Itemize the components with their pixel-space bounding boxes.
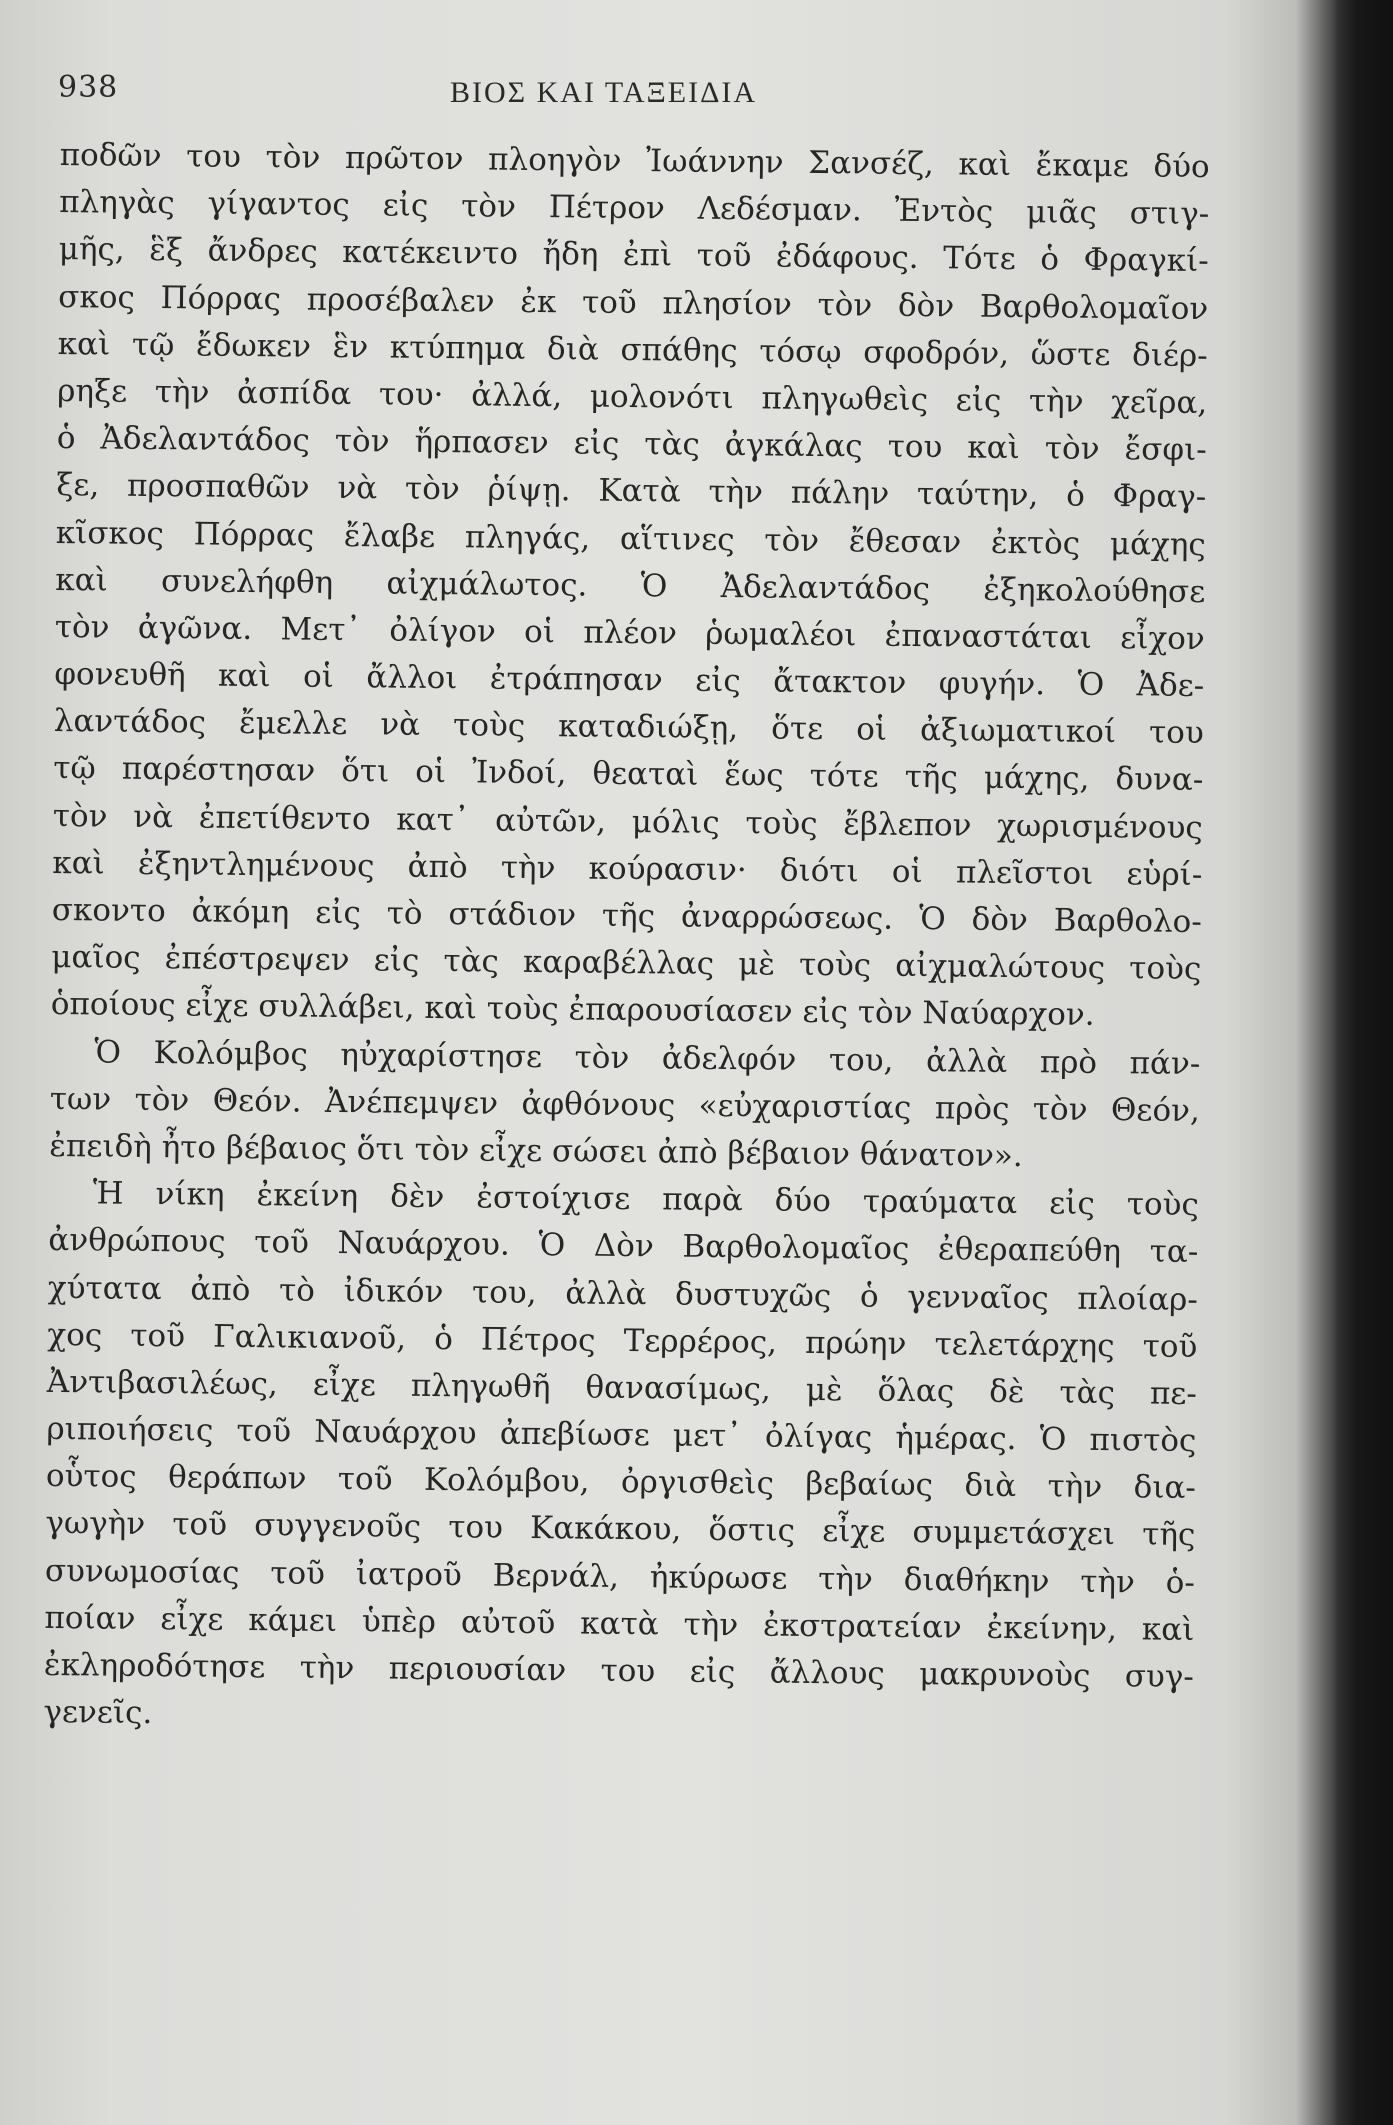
text-line: χος τοῦ Γαλικιανοῦ, ὁ Πέτρος Τερρέρος, πρώην τελετάρχης τοῦ [47,1316,1198,1365]
text-line: τῷ παρέστησαν ὅτι οἱ Ἰνδοί, θεαταὶ ἕως τότε τῆς μάχης, δυνα- [53,750,1204,799]
text-line: μαῖος ἐπέστρεψεν εἰς τὰς καραβέλλας μὲ τοὺς αἰχμαλώτους τοὺς [51,939,1202,988]
text-line: συνωμοσίας τοῦ ἰατροῦ Βερνάλ, ἠκύρωσε τὴν διαθήκην τὴν ὁ- [44,1552,1196,1601]
text-line: χύτατα ἀπὸ τὸ ἰδικόν του, ἀλλὰ δυστυχῶς ὁ γενναῖος πλοίαρ- [47,1269,1199,1318]
text-line: ποίαν εἶχε κάμει ὑπὲρ αὐτοῦ κατὰ τὴν ἐκστρατείαν ἐκείνην, καὶ [44,1599,1195,1648]
text-line: ὁποίους εἶχε συλλάβει, καὶ τοὺς ἐπαρουσίασεν εἰς τὸν Ναύαρχον. [50,986,1095,1034]
page-number: 938 [58,70,119,105]
book-spine-shadow [1333,0,1393,2125]
text-line: φονευθῆ καὶ οἱ ἄλλοι ἐτράπησαν εἰς ἄτακτον φυγήν. Ὁ Ἀδε- [54,656,1205,705]
text-line: πληγὰς γίγαντος εἰς τὸν Πέτρον Λεδέσμαν. Ἐντὸς μιᾶς στιγ- [59,184,1210,233]
text-line: ριποιήσεις τοῦ Ναυάρχου ἀπεβίωσε μετ᾽ ὀλίγας ἡμέρας. Ὁ πιστὸς [46,1410,1197,1460]
text-line: ξε, προσπαθῶν νὰ τὸν ῥίψῃ. Κατὰ τὴν πάλην ταύτην, ὁ Φραγ- [56,467,1207,516]
text-line: των τὸν Θεόν. Ἀνέπεμψεν ἀφθόνους «εὐχαριστίας πρὸς τὸν Θεόν, [49,1080,1201,1129]
text-line: τὸν ἀγῶνα. Μετ᾽ ὀλίγον οἱ πλέον ῥωμαλέοι ἐπαναστάται εἶχον [54,608,1205,657]
text-line: ρηξε τὴν ἀσπίδα του· ἀλλά, μολονότι πληγωθεὶς εἰς τὴν χεῖρα, [57,372,1208,421]
text-line: ποδῶν του τὸν πρῶτον πλοηγὸν Ἰωάννην Σανσέζ, καὶ ἔκαμε δύο [59,136,1210,186]
text-line: κῖσκος Πόρρας ἔλαβε πληγάς, αἵτινες τὸν ἔθεσαν ἐκτὸς μάχης [55,514,1206,563]
text-line: καὶ τῷ ἔδωκεν ἓν κτύπημα διὰ σπάθης τόσῳ σφοδρόν, ὥστε διέρ- [57,325,1208,374]
text-line: ἐπειδὴ ἦτο βέβαιος ὅτι τὸν εἶχε σώσει ἀπὸ βέβαιον θάνατον». [49,1127,1023,1175]
text-line: Ἡ νίκη ἐκείνη δὲν ἐστοίχισε παρὰ δύο τραύματα εἰς τοὺς [92,1175,1200,1224]
text-line: ἐκληροδότησε τὴν περιουσίαν του εἰς ἄλλους μακρυνοὺς συγ- [43,1646,1195,1695]
running-head [50,70,1273,120]
text-line: Ὁ Κολόμβος ηὐχαρίστησε τὸν ἀδελφόν του, ἀλλὰ πρὸ πάν- [94,1033,1201,1082]
body-text [43,132,1210,1748]
text-line: ἀνθρώπους τοῦ Ναυάρχου. Ὁ Δὸν Βαρθολομαῖος ἐθεραπεύθη τα- [48,1222,1199,1271]
text-line: ὁ Ἀδελαντάδος τὸν ἥρπασεν εἰς τὰς ἀγκάλας του καὶ τὸν ἔσφι- [56,420,1207,469]
text-line: Ἀντιβασιλέως, εἶχε πληγωθῆ θανασίμως, μὲ ὅλας δὲ τὰς πε- [46,1363,1198,1412]
text-line: γενεῖς. [43,1694,153,1732]
text-line: σκοντο ἀκόμη εἰς τὸ στάδιον τῆς ἀναρρώσεως. Ὁ δὸν Βαρθολο- [51,891,1202,940]
text-line: καὶ ἐξηντλημένους ἀπὸ τὴν κούρασιν· διότι οἱ πλεῖστοι εὑρί- [52,844,1203,893]
text-line: καὶ συνελήφθη αἰχμάλωτος. Ὁ Ἀδελαντάδος ἐξηκολούθησε [55,561,1206,610]
text-line: σκος Πόρρας προσέβαλεν ἐκ τοῦ πλησίον τὸν δὸν Βαρθολομαῖον [58,278,1209,327]
running-title: ΒΙΟΣ ΚΑΙ ΤΑΞΕΙΔΙΑ [450,76,758,109]
text-line: οὗτος θεράπων τοῦ Κολόμβου, ὀργισθεὶς βεβαίως διὰ τὴν δια- [45,1458,1197,1507]
text-line: γωγὴν τοῦ συγγενοῦς του Κακάκου, ὅστις εἶχε συμμετάσχει τῆς [45,1505,1196,1554]
text-line: μῆς, ἓξ ἄνδρες κατέκειντο ἤδη ἐπὶ τοῦ ἐδάφους. Τότε ὁ Φραγκί- [58,231,1209,280]
text-line: τὸν νὰ ἐπετίθεντο κατ᾽ αὐτῶν, μόλις τοὺς ἔβλεπον χωρισμένους [52,797,1203,846]
text-line: λαντάδος ἔμελλε νὰ τοὺς καταδιώξῃ, ὅτε οἱ ἀξιωματικοί του [53,703,1204,752]
